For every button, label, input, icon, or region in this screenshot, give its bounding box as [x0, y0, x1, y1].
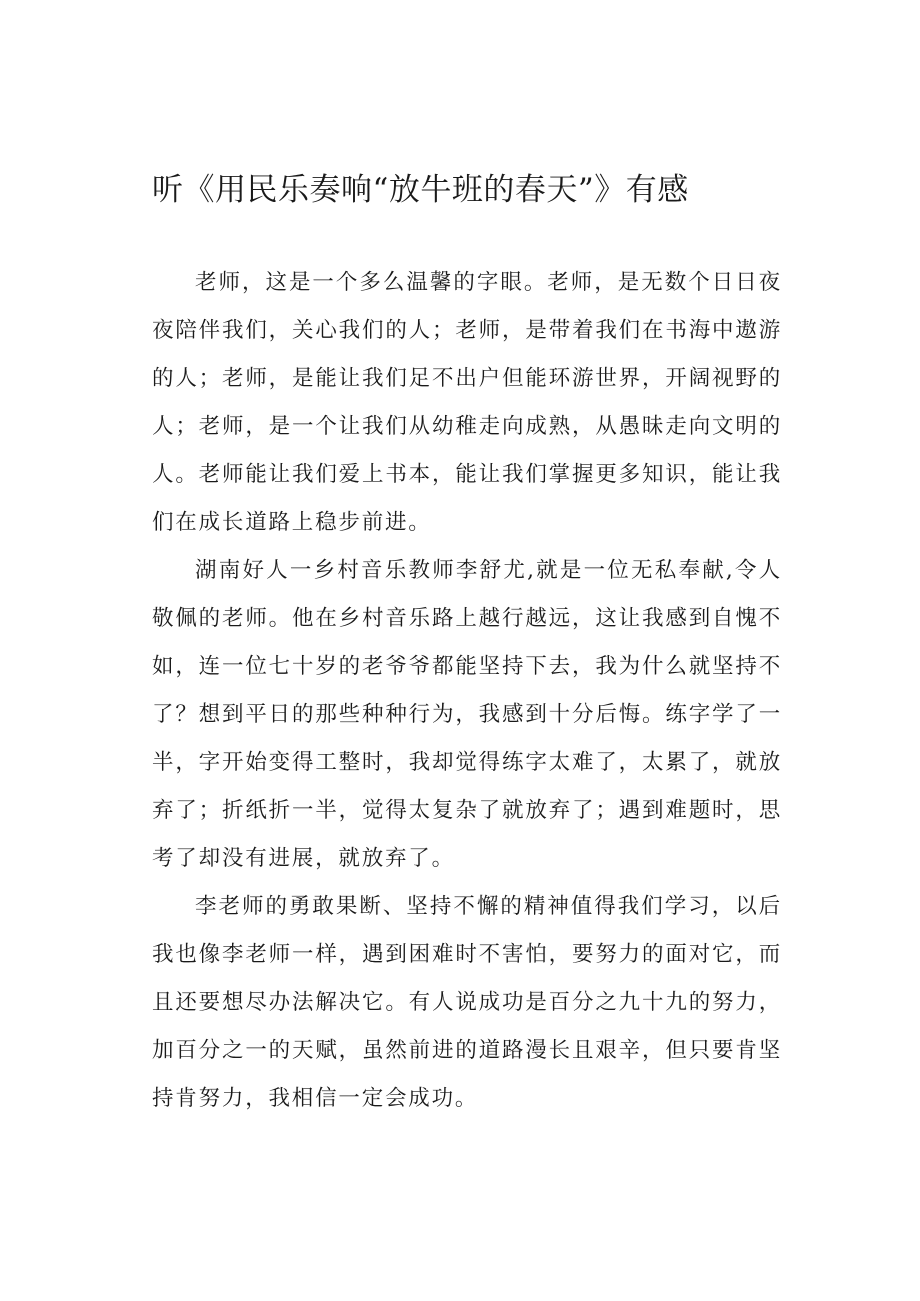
document-body [152, 259, 782, 1123]
paragraph-3: 李老师的勇敢果断、坚持不懈的精神值得我们学习，以后我也像李老师一样，遇到困难时不害怕，要努力的面对它，而且还要想尽办法解决它。有人说成功是百分之九十九的努力，加百分之一的天赋，虽然前进的道路漫长且艰辛，但只要肯坚持肯努力，我相信一定会成功。 [152, 894, 782, 1111]
paragraph-2: 湖南好人一乡村音乐教师李舒尤,就是一位无私奉献,令人敬佩的老师。他在乡村音乐路上越行越远，这让我感到自愧不如，连一位七十岁的老爷爷都能坚持下去，我为什么就坚持不了？想到平日的那些种种行为，我感到十分后悔。练字学了一半，字开始变得工整时，我却觉得练字太难了，太累了，就放弃了；折纸折一半，觉得太复杂了就放弃了；遇到难题时，思考了却没有进展，就放弃了。 [152, 558, 782, 871]
document-title: 听《用民乐奏响“放牛班的春天”》有感 [152, 172, 689, 208]
paragraph-1: 老师，这是一个多么温馨的字眼。老师，是无数个日日夜夜陪伴我们，关心我们的人；老师，是带着我们在书海中遨游的人；老师，是能让我们足不出户但能环游世界，开阔视野的人；老师，是一个让我们从幼稚走向成熟，从愚昧走向文明的人。老师能让我们爱上书本，能让我们掌握更多知识，能让我们在成长道路上稳步前进。 [152, 270, 782, 535]
